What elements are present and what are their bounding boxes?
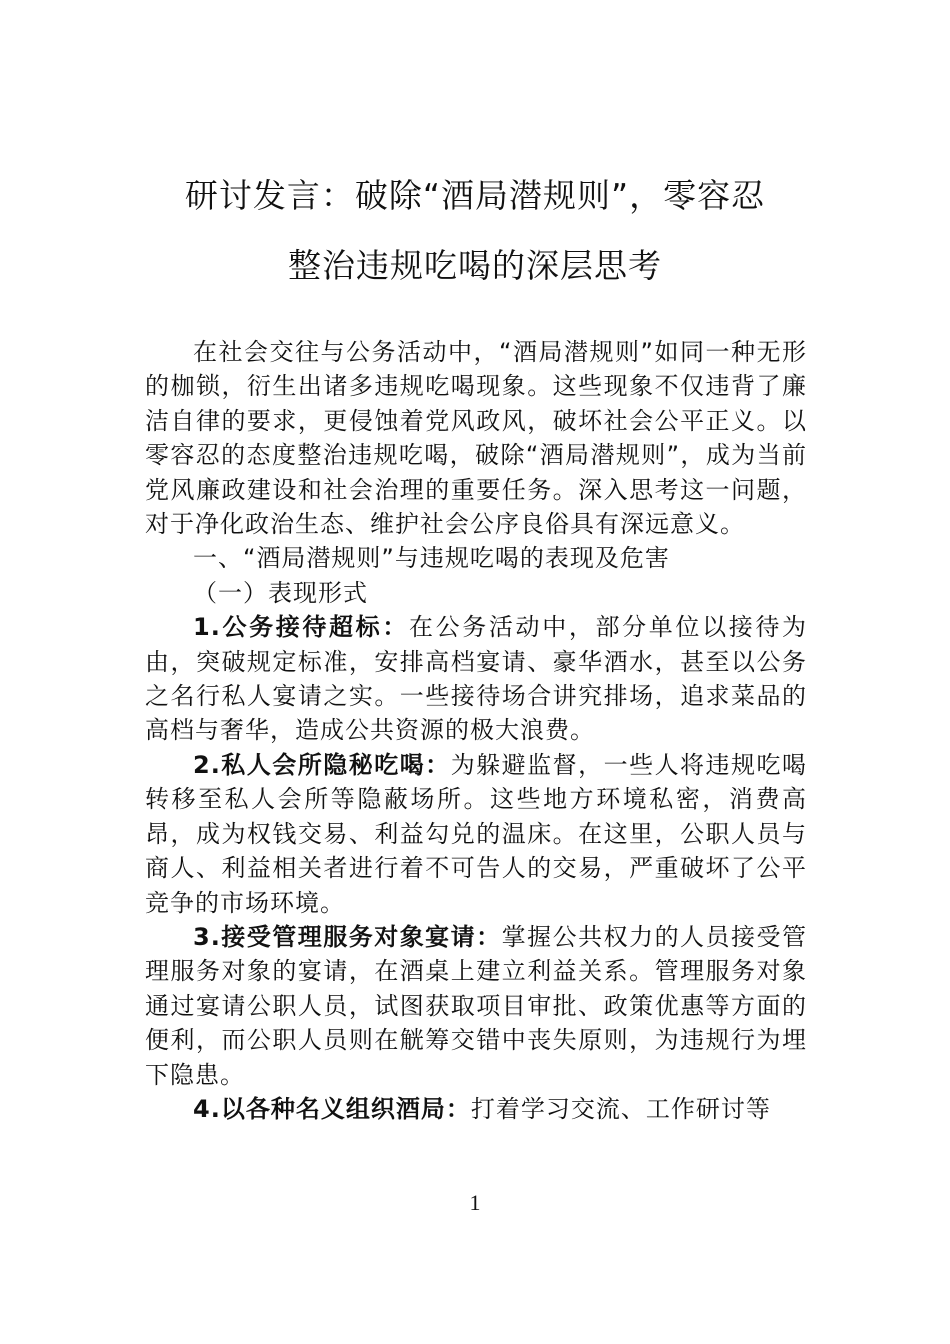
list-item (145, 748, 807, 920)
item-label: 1.公务接待超标： (193, 613, 409, 642)
page-number: 1 (469, 1190, 481, 1215)
subsection-heading: （一）表现形式 (193, 578, 368, 607)
item-label: 4.以各种名义组织酒局： (193, 1094, 471, 1123)
document-title-line-1: 研讨发言：破除“酒局潜规则”，零容忍 (184, 176, 766, 215)
list-item (145, 920, 807, 1092)
item-text: 掌握公共权力的人员接受管理服务对象的宴请，在酒桌上建立利益关系。管理服务对象通过宴请公职人员，试图获取项目审批、政策优惠等方面的便利，而公职人员则在觥筹交错中丧失原则，为违规行为埋下隐患。 (145, 922, 807, 1089)
item-text: 为躲避监督，一些人将违规吃喝转移至私人会所等隐蔽场所。这些地方环境私密，消费高昂，成为权钱交易、利益勾兑的温床。在这里，公职人员与商人、利益相关者进行着不可告人的交易，严重破坏了公平竞争的市场环境。 (145, 750, 808, 917)
item-label: 3.接受管理服务对象宴请： (193, 922, 502, 951)
item-label: 2.私人会所隐秘吃喝： (193, 750, 451, 779)
document-title-line-2: 整治违规吃喝的深层思考 (288, 246, 662, 285)
item-text: 在公务活动中，部分单位以接待为由，突破规定标准，安排高档宴请、豪华酒水，甚至以公务之名行私人宴请之实。一些接待场合讲究排场，追求菜品的高档与奢华，造成公共资源的极大浪费。 (145, 613, 808, 745)
intro-paragraph: 在社会交往与公务活动中，“酒局潜规则”如同一种无形的枷锁，衍生出诸多违规吃喝现象。这些现象不仅违背了廉洁自律的要求，更侵蚀着党风政风，破坏社会公平正义。以零容忍的态度整治违规吃喝，破除“酒局潜规则”，成为当前党风廉政建设和社会治理的重要任务。深入思考这一问题，对于净化政治生态、维护社会公序良俗具有深远意义。 (145, 338, 807, 539)
item-text: 打着学习交流、工作研讨等 (470, 1094, 771, 1123)
list-item (145, 610, 807, 748)
list-item (145, 1092, 807, 1126)
document-body (145, 335, 807, 1126)
section-heading: 一、“酒局潜规则”与违规吃喝的表现及危害 (193, 544, 670, 573)
